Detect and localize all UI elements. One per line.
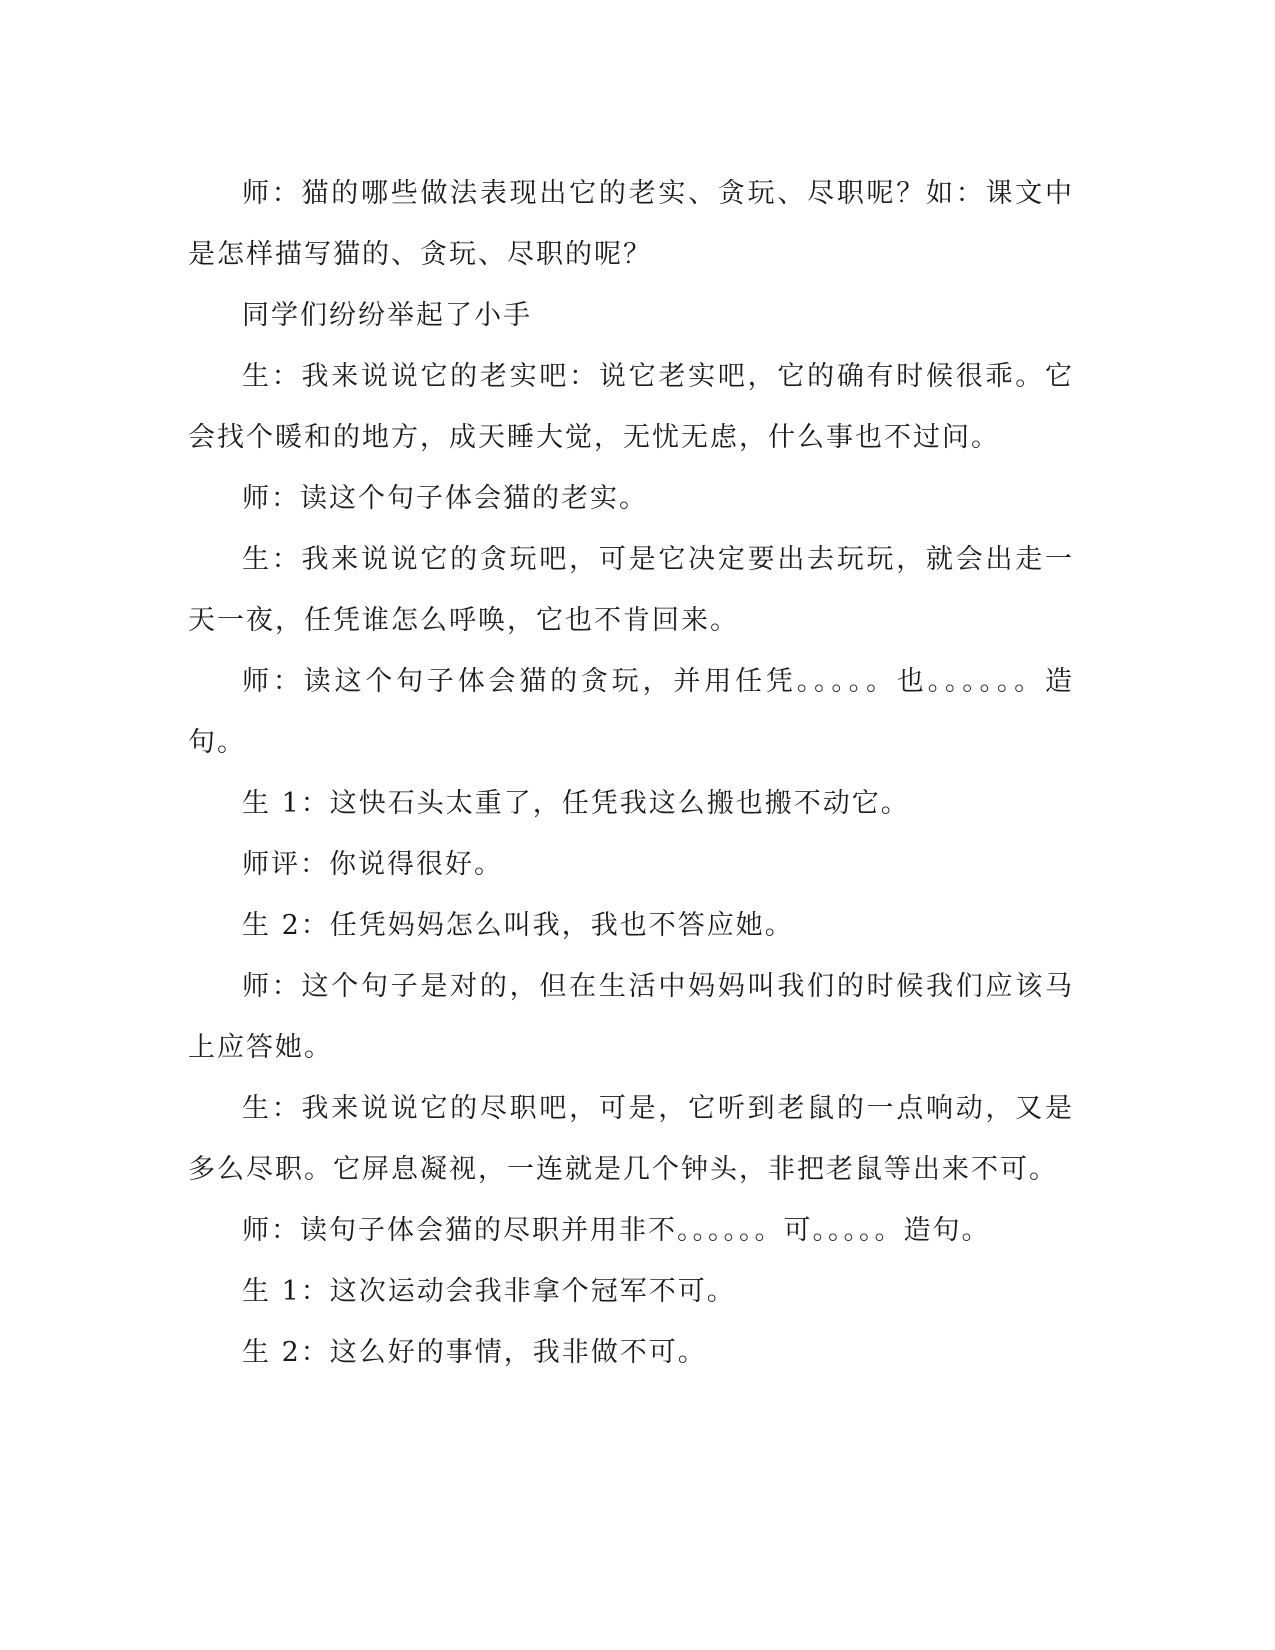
paragraph-student-dutiful: 生：我来说说它的尽职吧，可是，它听到老鼠的一点响动，又是多么尽职。它屏息凝视，一连就是几个钟头，非把老鼠等出来不可。 [188,1093,1074,1185]
document-body [188,163,1074,1383]
paragraph-teacher-question: 师：猫的哪些做法表现出它的老实、贪玩、尽职呢？如：课文中是怎样描写猫的、贪玩、尽职的呢？ [188,178,1074,270]
paragraph-student1-sentence: 生 1：这快石头太重了，任凭我这么搬也搬不动它。 [242,788,910,819]
paragraph-students-raise-hands: 同学们纷纷举起了小手 [242,300,532,331]
paragraph-teacher-feedback: 师：这个句子是对的，但在生活中妈妈叫我们的时候我们应该马上应答她。 [188,971,1074,1063]
paragraph-student-honest: 生：我来说说它的老实吧：说它老实吧，它的确有时候很乖。它会找个暖和的地方，成天睡大觉，无忧无虑，什么事也不过问。 [188,361,1074,453]
paragraph-student2-sentence: 生 2：任凭妈妈怎么叫我，我也不答应她。 [242,910,794,941]
paragraph-student2-feichang: 生 2：这么好的事情，我非做不可。 [242,1337,707,1368]
paragraph-teacher-read-dutiful: 师：读句子体会猫的尽职并用非不。。。。。。可。。。。。造句。 [242,1215,991,1246]
paragraph-student1-feichang: 生 1：这次运动会我非拿个冠军不可。 [242,1276,736,1307]
paragraph-student-playful: 生：我来说说它的贪玩吧，可是它决定要出去玩玩，就会出走一天一夜，任凭谁怎么呼唤，它也不肯回来。 [188,544,1074,636]
paragraph-teacher-comment: 师评：你说得很好。 [242,849,503,880]
paragraph-teacher-read-honest: 师：读这个句子体会猫的老实。 [242,483,648,514]
paragraph-teacher-read-playful: 师：读这个句子体会猫的贪玩，并用任凭。。。。。也。。。。。。造句。 [188,666,1074,758]
